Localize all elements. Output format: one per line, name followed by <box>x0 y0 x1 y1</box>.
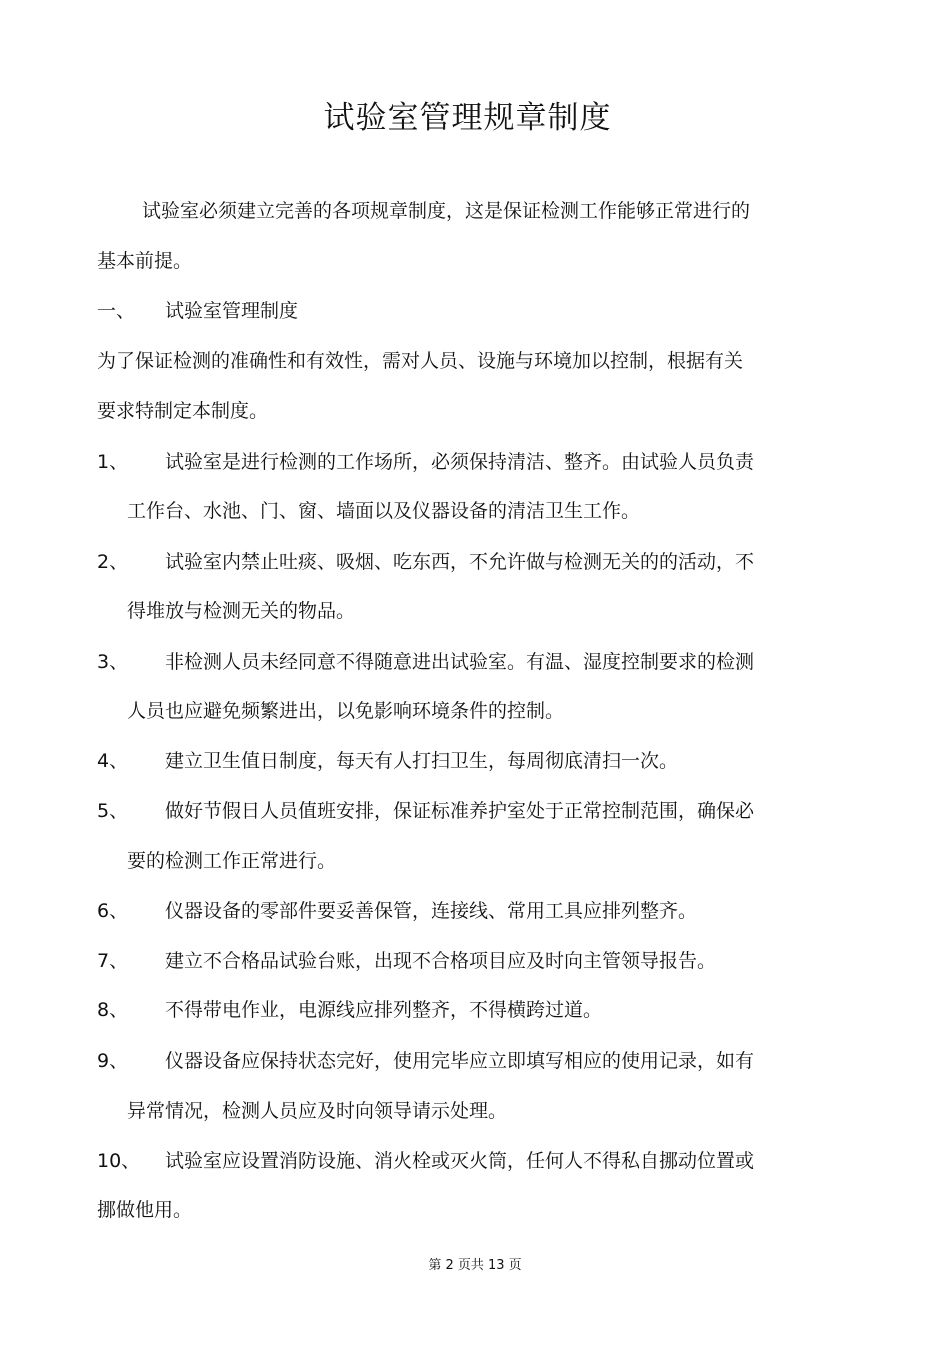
list-item-text-cont: 要的检测工作正常进行。 <box>127 850 337 872</box>
list-item-number: 2、 <box>97 551 129 573</box>
list-item-text: 建立不合格品试验台账，出现不合格项目应及时向主管领导报告。 <box>165 950 717 972</box>
list-item-text: 仪器设备应保持状态完好，使用完毕应立即填写相应的使用记录，如有 <box>165 1050 755 1072</box>
document-title: 试验室管理规章制度 <box>323 100 612 136</box>
section-number: 一、 <box>97 300 136 322</box>
intro-line-2: 基本前提。 <box>97 250 193 272</box>
list-item-text: 试验室应设置消防设施、消火栓或灭火筒，任何人不得私自挪动位置或 <box>165 1150 755 1172</box>
list-item-text: 做好节假日人员值班安排，保证标准养护室处于正常控制范围，确保必 <box>165 800 755 822</box>
section-intro-line-2: 要求特制定本制度。 <box>97 400 269 422</box>
section-intro-line-1: 为了保证检测的准确性和有效性，需对人员、设施与环境加以控制，根据有关 <box>97 350 744 372</box>
list-item-number: 7、 <box>97 950 129 972</box>
list-item-text-cont: 工作台、水池、门、窗、墙面以及仪器设备的清洁卫生工作。 <box>127 500 641 522</box>
page-footer: 第 2 页共 13 页 <box>428 1258 522 1273</box>
intro-line-1: 试验室必须建立完善的各项规章制度，这是保证检测工作能够正常进行的 <box>142 200 751 222</box>
list-item-text-cont: 挪做他用。 <box>97 1199 193 1221</box>
list-item-text: 仪器设备的零部件要妥善保管，连接线、常用工具应排列整齐。 <box>165 900 698 922</box>
list-item-text-cont: 人员也应避免频繁进出，以免影响环境条件的控制。 <box>127 700 565 722</box>
list-item-number: 3、 <box>97 651 129 673</box>
list-item-text-cont: 异常情况，检测人员应及时向领导请示处理。 <box>127 1100 508 1122</box>
list-item-number: 1、 <box>97 451 129 473</box>
list-item-text: 不得带电作业，电源线应排列整齐，不得横跨过道。 <box>165 999 603 1021</box>
list-item-number: 10、 <box>97 1150 141 1172</box>
list-item-number: 4、 <box>97 750 129 772</box>
list-item-number: 5、 <box>97 800 129 822</box>
list-item-text: 试验室内禁止吐痰、吸烟、吃东西，不允许做与检测无关的的活动，不 <box>165 551 755 573</box>
list-item-text: 建立卫生值日制度，每天有人打扫卫生，每周彻底清扫一次。 <box>165 750 679 772</box>
list-item-text: 试验室是进行检测的工作场所，必须保持清洁、整齐。由试验人员负责 <box>165 451 755 473</box>
list-item-text-cont: 得堆放与检测无关的物品。 <box>127 600 356 622</box>
list-item-number: 6、 <box>97 900 129 922</box>
list-item-number: 8、 <box>97 999 129 1021</box>
list-item-text: 非检测人员未经同意不得随意进出试验室。有温、湿度控制要求的检测 <box>165 651 755 673</box>
list-item-number: 9、 <box>97 1050 129 1072</box>
section-heading: 试验室管理制度 <box>165 300 299 322</box>
